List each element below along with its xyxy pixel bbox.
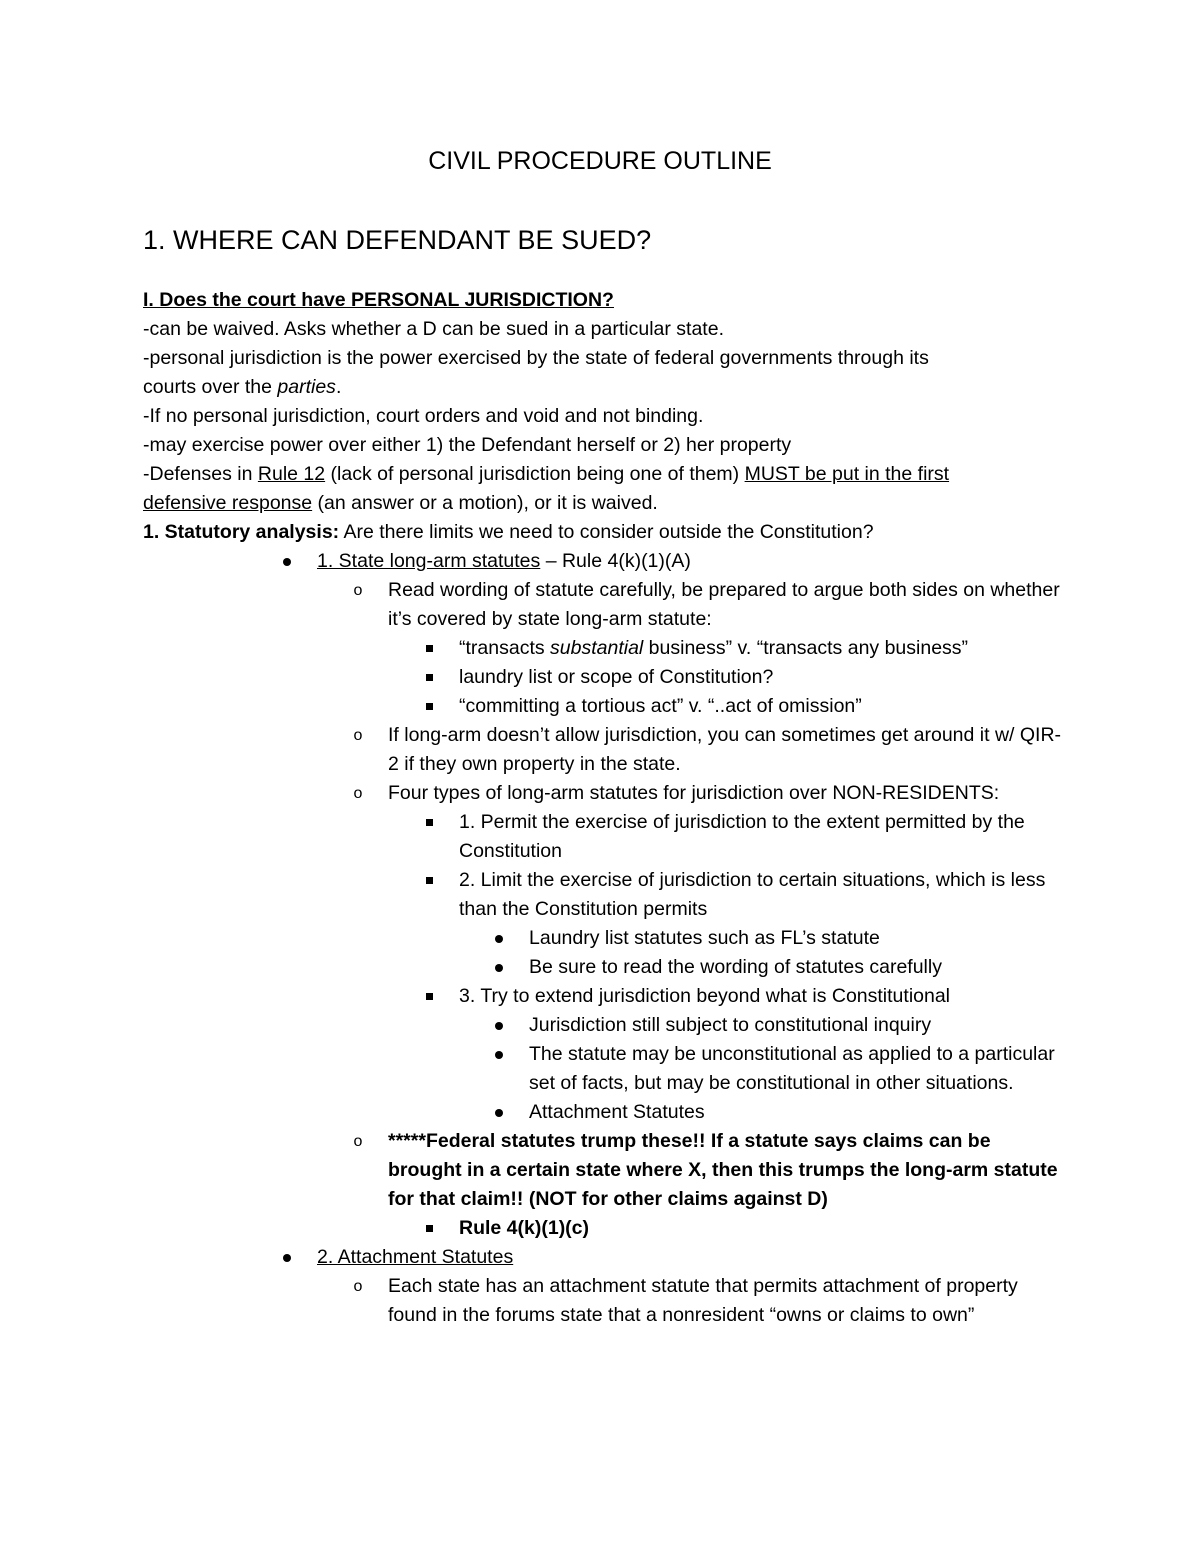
list-item [143, 953, 1063, 982]
text-run-bold: 1. Statutory analysis: [143, 521, 340, 543]
list-item [143, 1098, 1063, 1127]
list-item-text: Each state has an attachment statute that permits attachment of property found in the forums state that a nonresident “owns or claims to own” [388, 1275, 1018, 1326]
outline-list [143, 547, 1063, 1330]
text-run-italic: parties [277, 376, 336, 398]
text-run-underline: 1. State long-arm statutes [317, 550, 541, 572]
list-item-text: 2. Limit the exercise of jurisdiction to certain situations, which is less than the Constitution permits [459, 869, 1046, 920]
bullet-icon [487, 1040, 511, 1069]
paragraph [143, 373, 1063, 402]
list-item-text: If long-arm doesn’t allow jurisdiction, you can sometimes get around it w/ QIR-2 if they own property in the state. [388, 724, 1062, 775]
list-item-text: Be sure to read the wording of statutes carefully [529, 956, 942, 978]
list-item [143, 982, 1063, 1011]
square-bullet-icon [417, 663, 441, 692]
list-item [143, 721, 1063, 779]
text-run-underline: 2. Attachment Statutes [317, 1246, 514, 1268]
square-bullet-icon [417, 634, 441, 663]
text-run: Are there limits we need to consider outside the Constitution? [339, 521, 874, 543]
square-bullet-icon [417, 1214, 441, 1243]
section-heading-main: 1. WHERE CAN DEFENDANT BE SUED? [143, 225, 652, 255]
bullet-icon [275, 547, 299, 576]
text-run-underline: defensive response [143, 492, 313, 514]
square-bullet-icon [417, 866, 441, 895]
paragraph [143, 489, 1063, 518]
list-item-text: Four types of long-arm statutes for jurisdiction over NON-RESIDENTS: [388, 782, 1000, 804]
paragraph: -If no personal jurisdiction, court orders and void and not binding. [143, 405, 704, 427]
text-run-italic: substantial [550, 637, 644, 659]
list-item-text: Laundry list statutes such as FL’s statute [529, 927, 880, 949]
square-bullet-icon [417, 692, 441, 721]
circle-bullet-icon: o [353, 1133, 363, 1150]
text-run: courts over the [143, 376, 278, 398]
list-item-text: 3. Try to extend jurisdiction beyond what is Constitutional [459, 985, 951, 1007]
bullet-icon [487, 1098, 511, 1127]
text-run: . [335, 376, 342, 398]
list-item-text: “committing a tortious act” v. “..act of omission” [459, 695, 862, 717]
list-item-text: Attachment Statutes [529, 1101, 705, 1123]
list-item-text: *****Federal statutes trump these!! If a statute says claims can be brought in a certain state where X, then this trumps the long-arm statute for that claim!! (NOT for other claims against D) [388, 1130, 1058, 1210]
bullet-icon [487, 924, 511, 953]
paragraph: -may exercise power over either 1) the Defendant herself or 2) her property [143, 434, 792, 456]
list-item [143, 1272, 1063, 1330]
paragraph: -can be waived. Asks whether a D can be sued in a particular state. [143, 318, 724, 340]
bullet-icon [487, 1011, 511, 1040]
list-item [143, 547, 1063, 576]
list-item [143, 1040, 1063, 1098]
list-item-text: 1. Permit the exercise of jurisdiction to the extent permitted by the Constitution [459, 811, 1025, 862]
circle-bullet-icon: o [353, 727, 363, 744]
square-bullet-icon [417, 808, 441, 837]
text-run: (an answer or a motion), or it is waived. [312, 492, 658, 514]
square-bullet-icon [417, 982, 441, 1011]
text-run: -Defenses in [143, 463, 258, 485]
list-item [143, 576, 1063, 634]
text-run: business” v. “transacts any business” [643, 637, 969, 659]
list-item [143, 1127, 1063, 1214]
text-run-underline: Rule 12 [257, 463, 326, 485]
list-item [143, 663, 1063, 692]
list-item [143, 1011, 1063, 1040]
list-item-text: The statute may be unconstitutional as applied to a particular set of facts, but may be constitutional in other situations. [529, 1043, 1055, 1094]
subsection-heading: I. Does the court have PERSONAL JURISDICTION? [143, 289, 614, 311]
list-item [143, 1214, 1063, 1243]
paragraph [143, 460, 1063, 489]
text-run: “transacts [459, 637, 551, 659]
circle-bullet-icon: o [353, 582, 363, 599]
paragraph [143, 518, 1063, 547]
bullet-icon [275, 1243, 299, 1272]
paragraph: -personal jurisdiction is the power exercised by the state of federal governments through its [143, 347, 929, 369]
list-item [143, 808, 1063, 866]
circle-bullet-icon: o [353, 1278, 363, 1295]
bullet-icon [487, 953, 511, 982]
text-run: – Rule 4(k)(1)(A) [540, 550, 691, 572]
document-body [143, 286, 1063, 1330]
list-item [143, 1243, 1063, 1272]
document-title: CIVIL PROCEDURE OUTLINE [428, 147, 772, 175]
list-item-text: laundry list or scope of Constitution? [459, 666, 774, 688]
list-item [143, 779, 1063, 808]
text-run-underline: MUST be put in the first [744, 463, 950, 485]
list-item-text: Rule 4(k)(1)(c) [459, 1217, 590, 1239]
list-item [143, 634, 1063, 663]
text-run: (lack of personal jurisdiction being one of them) [325, 463, 745, 485]
list-item-text: Jurisdiction still subject to constitutional inquiry [529, 1014, 932, 1036]
list-item [143, 924, 1063, 953]
list-item-text: Read wording of statute carefully, be prepared to argue both sides on whether it’s covered by state long-arm statute: [388, 579, 1060, 630]
circle-bullet-icon: o [353, 785, 363, 802]
list-item [143, 692, 1063, 721]
list-item [143, 866, 1063, 924]
